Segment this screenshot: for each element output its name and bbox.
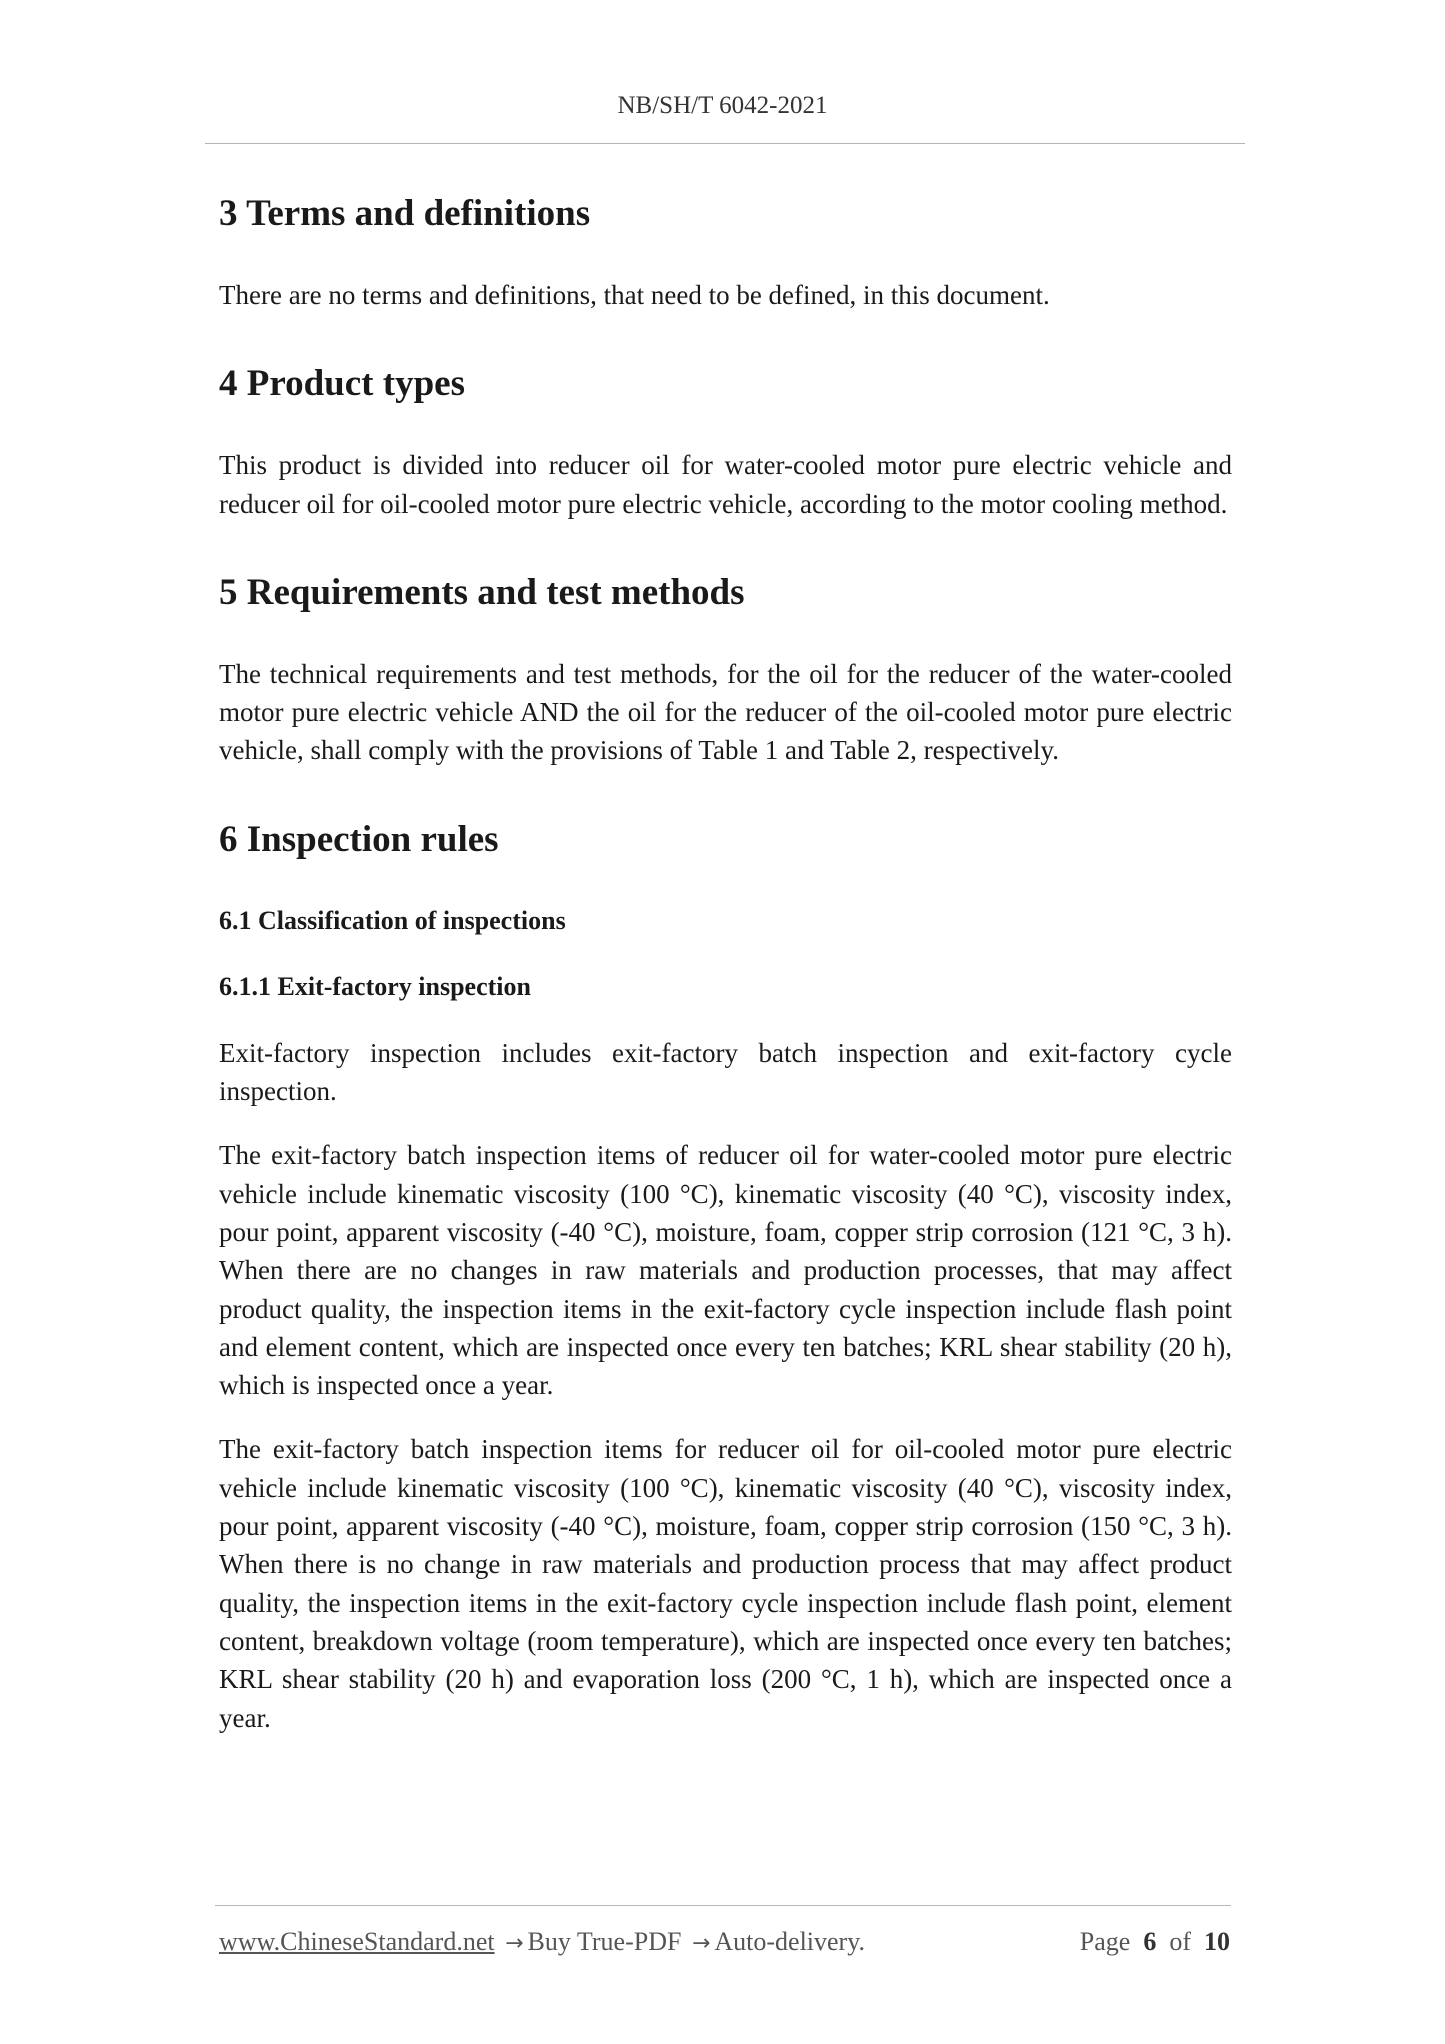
footer-divider [215, 1905, 1231, 1906]
document-code-header: NB/SH/T 6042-2021 [617, 92, 828, 119]
section-5-paragraph: The technical requirements and test methods, for the oil for the reducer of the water-cooled motor pure electric vehicle AND the oil for the reducer of the oil-cooled motor pure electric vehicle, shall comply with the provisions of Table 1 and Table 2, respectively. [219, 658, 1232, 766]
page-footer [219, 1924, 1230, 1962]
page-total: 10 [1204, 1927, 1230, 1956]
section-6-1-1-paragraph-2: The exit-factory batch inspection items of reducer oil for water-cooled motor pure electric vehicle include kinematic viscosity (100 °C), kinematic viscosity (40 °C), viscosity index, pour point, apparent viscosity (-40 °C), moisture, foam, copper strip corrosion (121 °C, 3 h). When there are no changes in raw materials and production processes, that may affect product quality, the inspection items in the exit-factory cycle inspection include flash point and element content, which are inspected once every ten batches; KRL shear stability (20 h), which is inspected once a year. [219, 1140, 1232, 1401]
section-6-1-1-paragraph-1: Exit-factory inspection includes exit-factory batch inspection and exit-factory cycle inspection. [219, 1037, 1232, 1107]
page-current: 6 [1143, 1927, 1157, 1956]
website-link[interactable]: www.ChineseStandard.net [219, 1927, 495, 1956]
buy-text: Buy True-PDF [527, 1927, 682, 1956]
section-4-heading: 4 Product types [219, 363, 465, 405]
section-3-heading: 3 Terms and definitions [219, 193, 591, 234]
section-3-paragraph: There are no terms and definitions, that need to be defined, in this document. [219, 280, 1050, 310]
page-number [1080, 1924, 1230, 1960]
document-body [219, 188, 1232, 1737]
section-5-heading: 5 Requirements and test methods [219, 571, 745, 613]
footer-promo [219, 1924, 865, 1962]
section-6-1-1-heading: 6.1.1 Exit-factory inspection [219, 971, 531, 1001]
header-divider [205, 143, 1245, 144]
delivery-text: Auto-delivery. [714, 1927, 866, 1956]
section-4-paragraph: This product is divided into reducer oil for water-cooled motor pure electric vehicle and reducer oil for oil-cooled motor pure electric vehicle, according to the motor cooling method. [219, 450, 1232, 519]
page-of-label: of [1169, 1927, 1191, 1956]
section-6-1-heading: 6.1 Classification of inspections [219, 905, 566, 935]
section-6-heading: 6 Inspection rules [219, 818, 499, 860]
section-6-1-1-paragraph-3: The exit-factory batch inspection items for reducer oil for oil-cooled motor pure electric vehicle include kinematic viscosity (100 °C), kinematic viscosity (40 °C), viscosity index, pour point, apparent viscosity (-40 °C), moisture, foam, copper strip corrosion (150 °C, 3 h). When there is no change in raw materials and production process that may affect product quality, the inspection items in the exit-factory cycle inspection include flash point, element content, breakdown voltage (room temperature), which are inspected once every ten batches; KRL shear stability (20 h) and evaporation loss (200 °C, 1 h), which are inspected once a year. [219, 1434, 1232, 1733]
page-label: Page [1079, 1927, 1131, 1956]
arrow-right-icon: → [505, 1931, 524, 1956]
arrow-right-icon: → [691, 1931, 711, 1956]
